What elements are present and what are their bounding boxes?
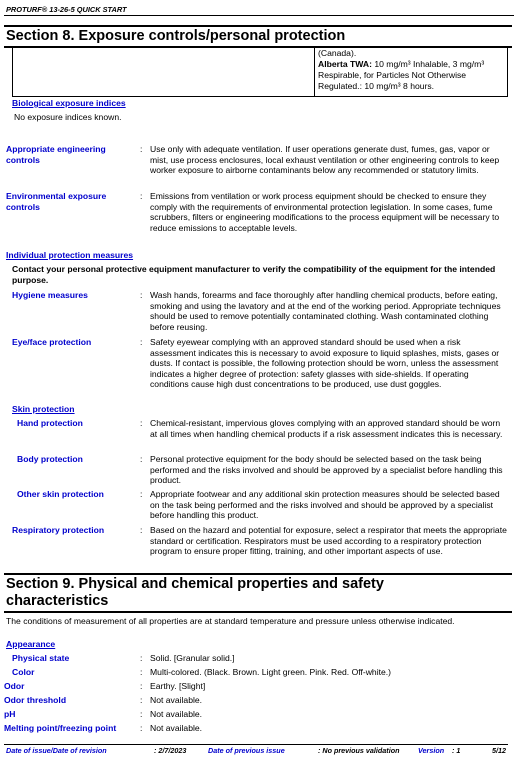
colon: :	[140, 489, 143, 499]
cell-line-2	[318, 59, 508, 70]
alberta-value: 10 mg/m³ Inhalable, 3 mg/m³	[371, 59, 485, 69]
respiratory-protection-text: Based on the hazard and potential for exposure, select a respirator that meets the appropriate standard or certification. Respirators must be used according to a respiratory protection program to ensure proper fitting, training, and other important aspects of use.	[150, 525, 507, 557]
engineering-controls-label: Appropriate engineering controls	[6, 144, 106, 165]
colon: :	[140, 454, 143, 464]
odor-value: Earthy. [Slight]	[150, 681, 206, 691]
body-protection-text: Personal protective equipment for the body should be selected based on the task being performed and the risks involved and should be approved by a specialist before handling this product.	[150, 454, 503, 486]
previous-issue-label: Date of previous issue	[208, 746, 285, 755]
odor-label: Odor	[4, 681, 25, 691]
eye-face-protection-label: Eye/face protection	[12, 337, 92, 347]
physical-state-value: Solid. [Granular solid.]	[150, 653, 235, 663]
cell-line-4: Regulated.: 10 mg/m³ 8 hours.	[318, 81, 435, 91]
section-9-title-line-2: characteristics	[6, 593, 109, 609]
section-9-title	[4, 573, 512, 613]
colon: :	[140, 681, 143, 691]
colon: :	[140, 695, 143, 705]
individual-protection-intro: Contact your personal protective equipment manufacturer to verify the compatibility of the equipment for the intended purpose.	[12, 264, 496, 285]
bio-exposure-text: No exposure indices known.	[14, 112, 122, 122]
version-value: : 1	[452, 746, 461, 755]
bio-exposure-heading: Biological exposure indices	[12, 98, 126, 108]
ph-label: pH	[4, 709, 16, 719]
environmental-controls-text: Emissions from ventilation or work process equipment should be checked to ensure they comply with the requirements of environmental protection legislation. In some cases, fume scrubbers, filters or engineering modifications to the process equipment will be necessary to reduce emissions to acceptable levels.	[150, 191, 500, 233]
melting-point-label: Melting point/freezing point	[4, 723, 117, 733]
colon: :	[140, 667, 143, 677]
table-divider	[314, 46, 315, 96]
colon: :	[140, 653, 143, 663]
eye-face-protection-text: Safety eyewear complying with an approved standard should be used when a risk assessment indicates this is necessary to avoid exposure to liquid splashes, mists, gases or dusts. If contact is possible, the following protection should be worn, unless the assessment indicates a higher degree of protection: safety glasses with side-shields. If operating conditions cause high dust concentrations to be produced, use dust goggles.	[150, 337, 500, 390]
respiratory-protection-label: Respiratory protection	[12, 525, 105, 535]
hygiene-measures-label: Hygiene measures	[12, 290, 88, 300]
exposure-limit-cell	[318, 48, 508, 92]
appearance-heading: Appearance	[6, 639, 56, 649]
colon: :	[140, 525, 143, 535]
colon: :	[140, 144, 143, 154]
odor-threshold-value: Not available.	[150, 695, 203, 705]
color-label: Color	[12, 667, 35, 677]
section-8-title: Section 8. Exposure controls/personal protection	[4, 25, 512, 48]
color-value: Multi-colored. (Black. Brown. Light green. Pink. Red. Off-white.)	[150, 667, 392, 677]
colon: :	[140, 418, 143, 428]
issue-date-label: Date of issue/Date of revision	[6, 746, 107, 755]
cell-line-3: Respirable, for Particles Not Otherwise	[318, 70, 467, 80]
skin-protection-heading: Skin protection	[12, 404, 75, 414]
other-skin-protection-text: Appropriate footwear and any additional skin protection measures should be selected based on the task being performed and the risks involved and should be approved by a specialist before handling this product.	[150, 489, 500, 521]
hand-protection-label: Hand protection	[17, 418, 83, 428]
section-9-intro: The conditions of measurement of all properties are at standard temperature and pressure unless otherwise indicated.	[6, 616, 455, 626]
cell-line-1: (Canada).	[318, 48, 357, 58]
document-header: PROTURF® 13-26-5 QUICK START	[4, 4, 514, 16]
physical-state-label: Physical state	[12, 653, 70, 663]
environmental-controls-label: Environmental exposure controls	[6, 191, 107, 212]
exposure-limits-table	[12, 46, 508, 97]
hygiene-measures-text: Wash hands, forearms and face thoroughly after handling chemical products, before eating, smoking and using the lavatory and at the end of the working period. Appropriate techniques should be used to remove potentially contaminated clothing. Wash contaminated clothing before reusing.	[150, 290, 501, 332]
version-label: Version	[418, 746, 445, 755]
section-9-title-line-1: Section 9. Physical and chemical properties and safety	[6, 576, 384, 592]
alberta-label: Alberta TWA:	[318, 59, 372, 69]
colon: :	[140, 723, 143, 733]
colon: :	[140, 191, 143, 201]
page-number: 5/12	[492, 746, 506, 755]
previous-issue-value: : No previous validation	[318, 746, 400, 755]
hand-protection-text: Chemical-resistant, impervious gloves complying with an approved standard should be worn at all times when handling chemical products if a risk assessment indicates this is necessary.	[150, 418, 503, 439]
document-footer	[4, 744, 508, 757]
ph-value: Not available.	[150, 709, 203, 719]
engineering-controls-text: Use only with adequate ventilation. If user operations generate dust, fumes, gas, vapor or mist, use process enclosures, local exhaust ventilation or other engineering controls to keep worker exposure to airborne contaminants below any recommended or statutory limits.	[150, 144, 500, 176]
colon: :	[140, 290, 143, 300]
issue-date-value: : 2/7/2023	[154, 746, 187, 755]
individual-protection-heading: Individual protection measures	[6, 250, 134, 260]
odor-threshold-label: Odor threshold	[4, 695, 67, 705]
colon: :	[140, 709, 143, 719]
melting-point-value: Not available.	[150, 723, 203, 733]
colon: :	[140, 337, 143, 347]
body-protection-label: Body protection	[17, 454, 83, 464]
other-skin-protection-label: Other skin protection	[17, 489, 104, 499]
document-page	[4, 4, 514, 762]
